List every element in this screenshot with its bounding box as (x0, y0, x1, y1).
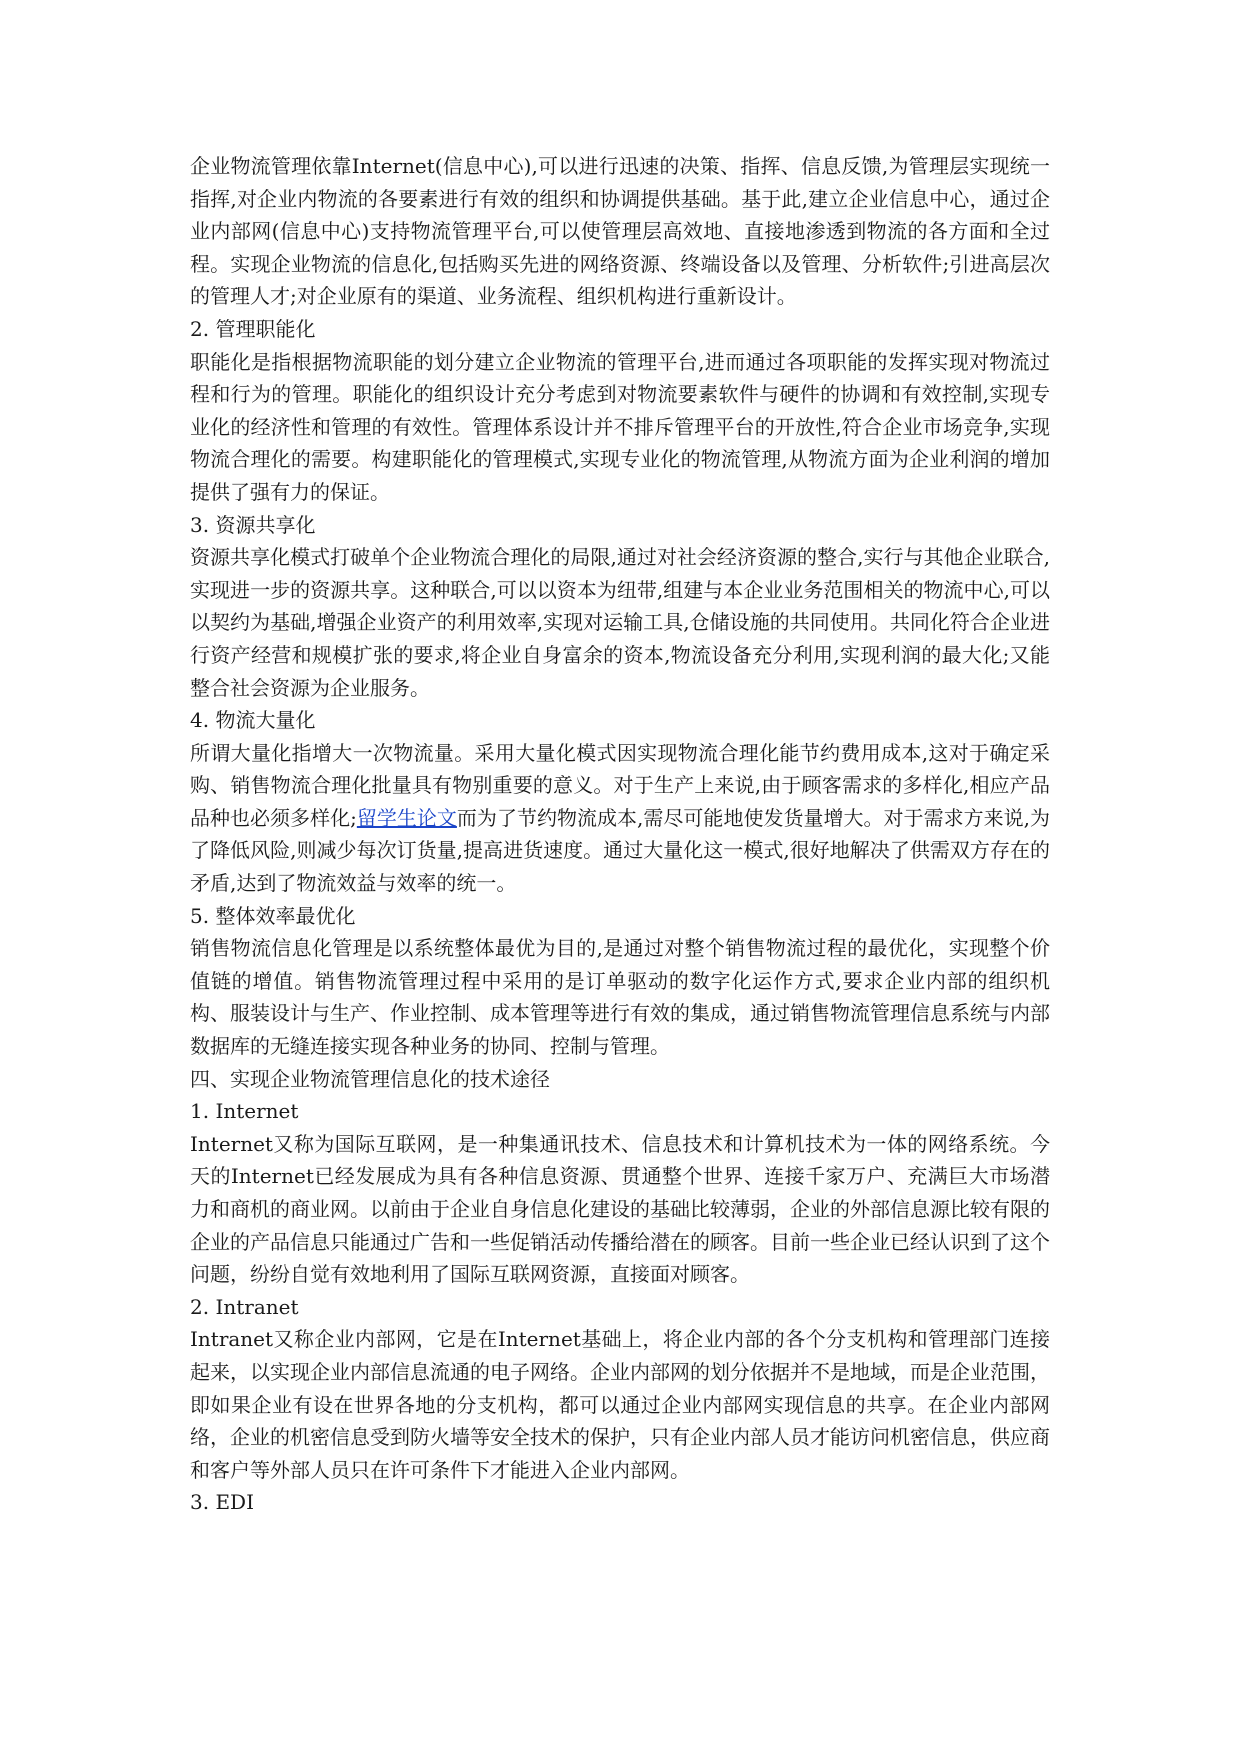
paragraph-resource-sharing: 资源共享化模式打破单个企业物流合理化的局限,通过对社会经济资源的整合,实行与其他企业联合,实现进一步的资源共享。这种联合,可以以资本为纽带,组建与本企业业务范围相关的物流中心,可以以契约为基础,增强企业资产的利用效率,实现对运输工具,仓储设施的共同使用。共同化符合企业进行资产经营和规模扩张的要求,将企业自身富余的资本,物流设备充分利用,实现利润的最大化;又能整合社会资源为企业服务。 (190, 545, 1050, 700)
paragraph-functionalization: 职能化是指根据物流职能的划分建立企业物流的管理平台,进而通过各项职能的发挥实现对物流过程和行为的管理。职能化的组织设计充分考虑到对物流要素软件与硬件的协调和有效控制,实现专业化的经济性和管理的有效性。管理体系设计并不排斥管理平台的开放性,符合企业市场竞争,实现物流合理化的需要。构建职能化的管理模式,实现专业化的物流管理,从物流方面为企业利润的增加提供了强有力的保证。 (190, 349, 1050, 504)
paragraph-text-before-link: 所谓大量化指增大一次物流量。采用大量化模式因实现物流合理化能节约费用成本,这对于确定采购、销售物流合理化批量具有物别重要的意义。对于生产上来说,由于顾客需求的多样化,相应产品品种也必须多样化; (190, 740, 1050, 830)
heading-intranet: 2. Intranet (190, 1294, 299, 1319)
paragraph-logistics-volume (190, 737, 1050, 900)
paragraph-text-after-link: 而为了节约物流成本,需尽可能地使发货量增大。对于需求方来说,为了降低风险,则减少每次订货量,提高进货速度。通过大量化这一模式,很好地解决了供需双方存在的矛盾,达到了物流效益与效率的统一。 (190, 805, 1050, 896)
heading-internet: 1. Internet (190, 1099, 299, 1124)
document-body (190, 150, 1050, 1519)
paragraph-internet: Internet又称为国际互联网，是一种集通讯技术、信息技术和计算机技术为一体的网络系统。今天的Internet已经发展成为具有各种信息资源、贯通整个世界、连接千家万户、充满巨大市场潜力和商机的商业网。以前由于企业自身信息化建设的基础比较薄弱，企业的外部信息源比较有限的企业的产品信息只能通过广告和一些促销活动传播给潜在的顾客。目前一些企业已经认识到了这个问题，纷纷自觉有效地利用了国际互联网资源，直接面对顾客。 (190, 1131, 1050, 1287)
heading-logistics-volume: 4. 物流大量化 (190, 708, 316, 733)
heading-management-functionalization: 2. 管理职能化 (190, 316, 316, 341)
study-abroad-paper-link[interactable]: 留学生论文 (356, 805, 457, 830)
paragraph-overall-efficiency: 销售物流信息化管理是以系统整体最优为目的,是通过对整个销售物流过程的最优化，实现整个价值链的增值。销售物流管理过程中采用的是订单驱动的数字化运作方式,要求企业内部的组织机构、服装设计与生产、作业控制、成本管理等进行有效的集成，通过销售物流管理信息系统与内部数据库的无缝连接实现各种业务的协同、控制与管理。 (190, 936, 1050, 1059)
paragraph-logistics-info-center: 企业物流管理依靠Internet(信息中心),可以进行迅速的决策、指挥、信息反馈,为管理层实现统一指挥,对企业内物流的各要素进行有效的组织和协调提供基础。基于此,建立企业信息中心，通过企业内部网(信息中心)支持物流管理平台,可以使管理层高效地、直接地渗透到物流的各方面和全过程。实现企业物流的信息化,包括购买先进的网络资源、终端设备以及管理、分析软件;引进高层次的管理人才;对企业原有的渠道、业务流程、组织机构进行重新设计。 (190, 154, 1050, 309)
paragraph-intranet: Intranet又称企业内部网，它是在Internet基础上，将企业内部的各个分支机构和管理部门连接起来，以实现企业内部信息流通的电子网络。企业内部网的划分依据并不是地域，而是企业范围，即如果企业有设在世界各地的分支机构，都可以通过企业内部网实现信息的共享。在企业内部网络，企业的机密信息受到防火墙等安全技术的保护，只有企业内部人员才能访问机密信息，供应商和客户等外部人员只在许可条件下才能进入企业内部网。 (190, 1327, 1050, 1482)
heading-edi: 3. EDI (190, 1490, 254, 1515)
heading-resource-sharing: 3. 资源共享化 (190, 512, 316, 537)
heading-overall-efficiency: 5. 整体效率最优化 (190, 903, 356, 928)
heading-technical-approaches: 四、实现企业物流管理信息化的技术途径 (190, 1066, 550, 1091)
